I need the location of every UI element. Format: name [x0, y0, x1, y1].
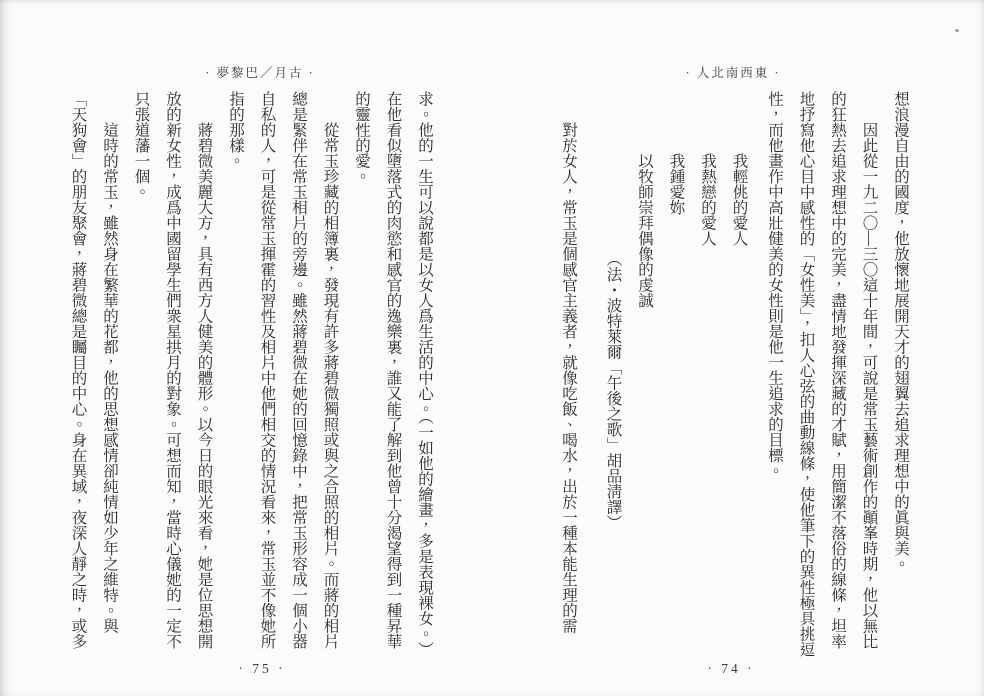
page-number: · 75 ·: [238, 661, 286, 676]
poem-line: 我輕佻的愛人: [730, 153, 748, 246]
paragraph: 對於女人，常玉是個感官主義者，就像吃飯、喝水，出於一種本能生理的需: [560, 122, 577, 634]
paragraph: 因此從一九二〇—三〇這十年間，可說是常玉藝術創作的顚峯時期，他以無比的狂熱去追求理想中的完美，盡情地發揮深藏的才賦，用簡潔不落俗的線條，坦率地抒寫他心目中感性的「女性美」，扣人心弦的曲動線條，使他筆下的異性極具挑逗性，而他畫作中高壯健美的女性則是他一生追求的目標。: [766, 91, 878, 657]
running-head-chapter-title: · 夢黎巴／月古 ·: [205, 66, 315, 80]
page-number: · 74 ·: [707, 661, 755, 676]
poem-line: 我熱戀的愛人: [699, 153, 716, 246]
poem-line: 我鍾愛妳: [667, 153, 685, 215]
poem-attribution: （法・波特萊爾「午後之歌」胡品淸譯）: [604, 250, 622, 530]
page-74-text-block: [552, 91, 916, 657]
running-head-book-title: · 人北南西東 ·: [685, 66, 781, 80]
quoted-poem: [597, 91, 755, 657]
paragraph: 求。他的一生可以說都是以女人爲生活的中心。（一如他的繪畫，多是表現裸女。）在他看似墮落式的肉慾和感官的逸樂裏，誰又能了解到他曾十分渴望得到一種昇華的靈性的愛。: [353, 91, 433, 657]
paragraph: 這時的常玉，雖然身在繁華的花都，他的思想感情卻純情如少年之維特。與「天狗會」的朋友聚會，蔣碧微總是矚目的中心。身在異域，夜深人靜之時，或多: [69, 91, 118, 649]
poem-line: 以牧師崇拜偶像的虔誠: [636, 153, 653, 308]
paragraph: 從常玉珍藏的相簿裏，發現有許多蔣碧微獨照或與之合照的相片。而蔣的相片總是緊伴在常玉相片的旁邊。雖然蔣碧微在她的回憶錄中，把常玉形容成一個小器自私的人，可是從常玉揮霍的習性及相片中他們相交的情況看來，常玉並不像她所指的那樣。: [227, 91, 339, 649]
page-75-text-block: [62, 91, 440, 657]
paragraph: 蔣碧微美麗大方，具有西方人健美的體形。以今日的眼光來看，她是位思想開放的新女性，成爲中國留學生們衆星拱月的對象。可想而知，當時心儀她的一定不只張道藩一個。: [132, 91, 213, 649]
scan-speck: [955, 29, 959, 32]
paragraph: 想浪漫自由的國度，他放懷地展開天才的翅翼去追求理想中的眞與美。: [892, 91, 909, 572]
